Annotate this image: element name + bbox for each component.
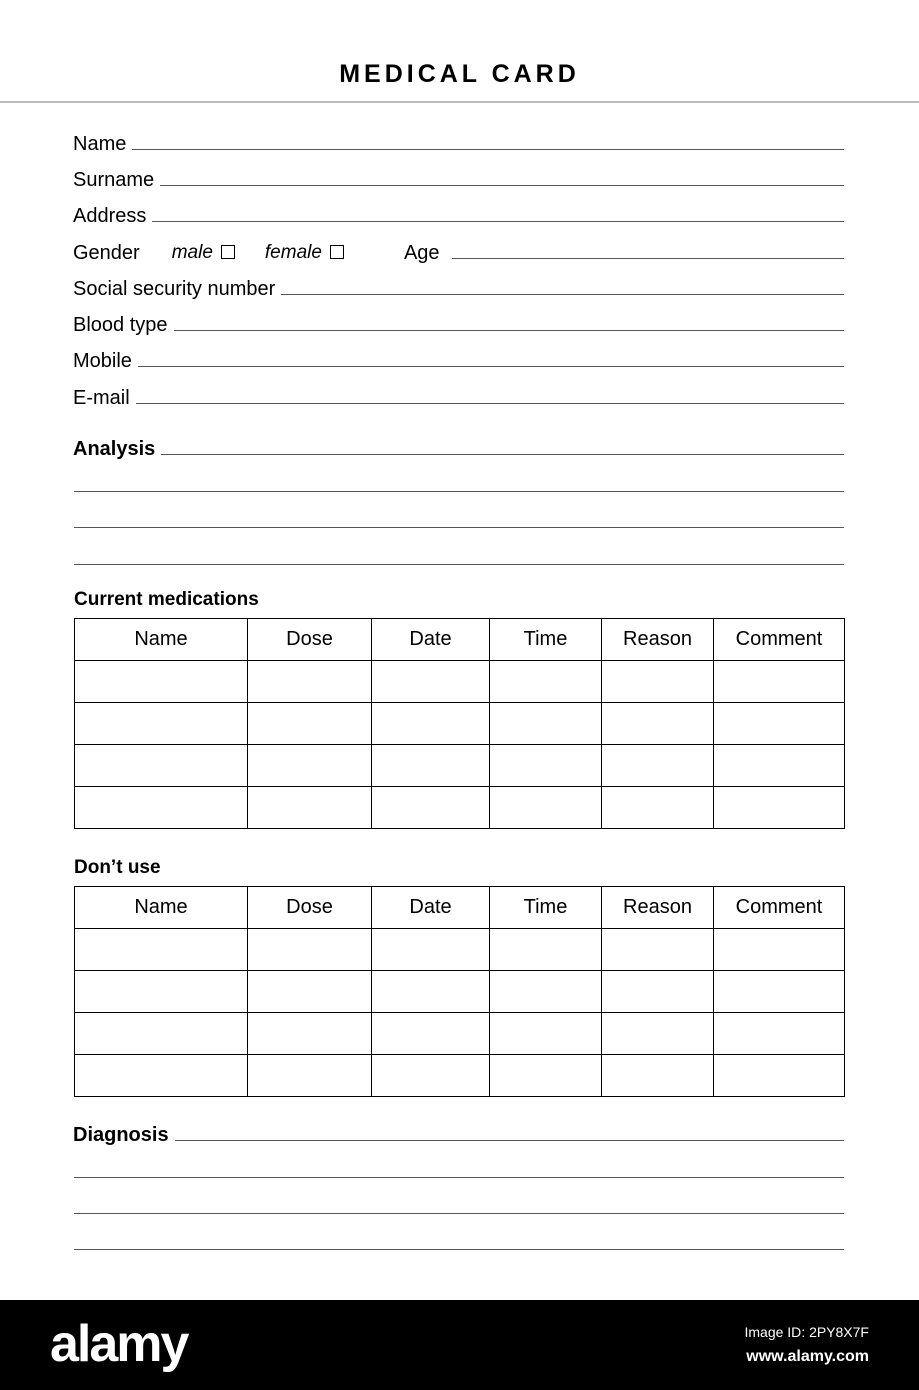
- analysis-line[interactable]: [74, 527, 844, 528]
- table-cell[interactable]: [248, 929, 372, 971]
- table-cell[interactable]: [75, 929, 248, 971]
- table-cell[interactable]: [248, 787, 372, 829]
- table-cell[interactable]: [372, 1055, 490, 1097]
- table-cell[interactable]: [75, 1013, 248, 1055]
- table-cell[interactable]: [372, 703, 490, 745]
- age-label: Age: [403, 242, 440, 264]
- analysis-line[interactable]: [74, 491, 844, 492]
- table-cell[interactable]: [714, 929, 845, 971]
- diagnosis-line[interactable]: [74, 1213, 844, 1214]
- table-cell[interactable]: [602, 745, 714, 787]
- mobile-field[interactable]: [138, 366, 844, 367]
- table-cell[interactable]: [75, 787, 248, 829]
- column-header: Dose: [248, 619, 372, 661]
- surname-label: Surname: [73, 169, 155, 191]
- table-cell[interactable]: [714, 1055, 845, 1097]
- blood-type-field[interactable]: [174, 330, 844, 331]
- table-cell[interactable]: [714, 745, 845, 787]
- table-cell[interactable]: [490, 703, 602, 745]
- table-row: [75, 971, 845, 1013]
- title-divider: [0, 101, 919, 103]
- table-cell[interactable]: [372, 745, 490, 787]
- dont-use-heading: Don’t use: [74, 857, 161, 878]
- column-header: Time: [490, 619, 602, 661]
- table-row: [75, 1055, 845, 1097]
- name-field[interactable]: [132, 149, 844, 150]
- ssn-field[interactable]: [281, 294, 844, 295]
- female-label: female: [264, 242, 322, 263]
- table-cell[interactable]: [714, 787, 845, 829]
- ssn-label: Social security number: [73, 278, 276, 300]
- watermark-url: www.alamy.com: [746, 1348, 869, 1365]
- table-cell[interactable]: [75, 745, 248, 787]
- column-header: Reason: [602, 619, 714, 661]
- table-cell[interactable]: [372, 787, 490, 829]
- table-cell[interactable]: [490, 929, 602, 971]
- table-cell[interactable]: [248, 1055, 372, 1097]
- table-cell[interactable]: [372, 929, 490, 971]
- table-cell[interactable]: [248, 661, 372, 703]
- alamy-logo: alamy: [50, 1315, 188, 1373]
- table-cell[interactable]: [372, 661, 490, 703]
- current-medications-heading: Current medications: [74, 589, 259, 610]
- analysis-field[interactable]: [161, 454, 844, 455]
- table-cell[interactable]: [248, 703, 372, 745]
- column-header: Time: [490, 887, 602, 929]
- mobile-label: Mobile: [73, 350, 132, 372]
- page-title: MEDICAL CARD: [339, 60, 580, 88]
- name-label: Name: [73, 133, 127, 155]
- table-cell[interactable]: [602, 703, 714, 745]
- analysis-heading: Analysis: [73, 438, 156, 460]
- table-row: [75, 661, 845, 703]
- table-row: [75, 787, 845, 829]
- female-checkbox[interactable]: [330, 245, 344, 259]
- column-header: Comment: [714, 887, 845, 929]
- table-cell[interactable]: [714, 703, 845, 745]
- diagnosis-line[interactable]: [74, 1249, 844, 1250]
- age-field[interactable]: [452, 258, 844, 259]
- image-id: Image ID: 2PY8X7F: [744, 1324, 869, 1340]
- table-cell[interactable]: [75, 703, 248, 745]
- column-header: Reason: [602, 887, 714, 929]
- table-row: [75, 703, 845, 745]
- table-cell[interactable]: [75, 661, 248, 703]
- table-cell[interactable]: [490, 1055, 602, 1097]
- surname-row: [73, 165, 844, 191]
- male-label: male: [171, 242, 213, 263]
- table-cell[interactable]: [602, 1055, 714, 1097]
- diagnosis-heading: Diagnosis: [73, 1124, 169, 1146]
- table-cell[interactable]: [248, 971, 372, 1013]
- address-label: Address: [73, 205, 147, 227]
- table-cell[interactable]: [602, 1013, 714, 1055]
- table-row: [75, 1013, 845, 1055]
- table-cell[interactable]: [372, 971, 490, 1013]
- column-header: Comment: [714, 619, 845, 661]
- male-checkbox[interactable]: [221, 245, 235, 259]
- table-cell[interactable]: [714, 661, 845, 703]
- email-label: E-mail: [73, 387, 130, 409]
- table-cell[interactable]: [602, 929, 714, 971]
- diagnosis-field[interactable]: [175, 1140, 844, 1141]
- gender-label: Gender: [73, 242, 140, 264]
- table-header-row: [75, 887, 845, 929]
- table-cell[interactable]: [714, 971, 845, 1013]
- diagnosis-line[interactable]: [74, 1177, 844, 1178]
- address-row: [73, 201, 844, 227]
- table-header-row: [75, 619, 845, 661]
- current-medications-table: [74, 618, 845, 829]
- blood-type-row: [73, 310, 844, 336]
- table-cell[interactable]: [75, 971, 248, 1013]
- table-cell[interactable]: [714, 1013, 845, 1055]
- gender-options: [172, 242, 374, 264]
- analysis-line[interactable]: [74, 564, 844, 565]
- column-header: Name: [75, 619, 248, 661]
- table-row: [75, 745, 845, 787]
- ssn-row: [73, 274, 844, 300]
- mobile-row: [73, 346, 844, 372]
- female-option[interactable]: [265, 242, 344, 264]
- table-cell[interactable]: [490, 1013, 602, 1055]
- table-cell[interactable]: [602, 787, 714, 829]
- column-header: Dose: [248, 887, 372, 929]
- table-cell[interactable]: [490, 661, 602, 703]
- address-field[interactable]: [152, 221, 844, 222]
- table-cell[interactable]: [248, 745, 372, 787]
- column-header: Date: [372, 619, 490, 661]
- column-header: Name: [75, 887, 248, 929]
- dont-use-table: [74, 886, 845, 1097]
- table-cell[interactable]: [490, 745, 602, 787]
- column-header: Date: [372, 887, 490, 929]
- table-cell[interactable]: [490, 971, 602, 1013]
- table-cell[interactable]: [602, 971, 714, 1013]
- diagnosis-row: [73, 1120, 844, 1146]
- male-option[interactable]: [172, 242, 235, 264]
- table-cell[interactable]: [602, 661, 714, 703]
- email-field[interactable]: [136, 403, 844, 404]
- analysis-row: [73, 434, 844, 460]
- watermark-bar: [0, 1300, 919, 1390]
- email-row: [73, 383, 844, 409]
- table-cell[interactable]: [490, 787, 602, 829]
- table-row: [75, 929, 845, 971]
- name-row: [73, 129, 844, 155]
- surname-field[interactable]: [160, 185, 844, 186]
- gender-age-row: [73, 238, 844, 264]
- table-cell[interactable]: [248, 1013, 372, 1055]
- table-cell[interactable]: [75, 1055, 248, 1097]
- blood-type-label: Blood type: [73, 314, 168, 336]
- table-cell[interactable]: [372, 1013, 490, 1055]
